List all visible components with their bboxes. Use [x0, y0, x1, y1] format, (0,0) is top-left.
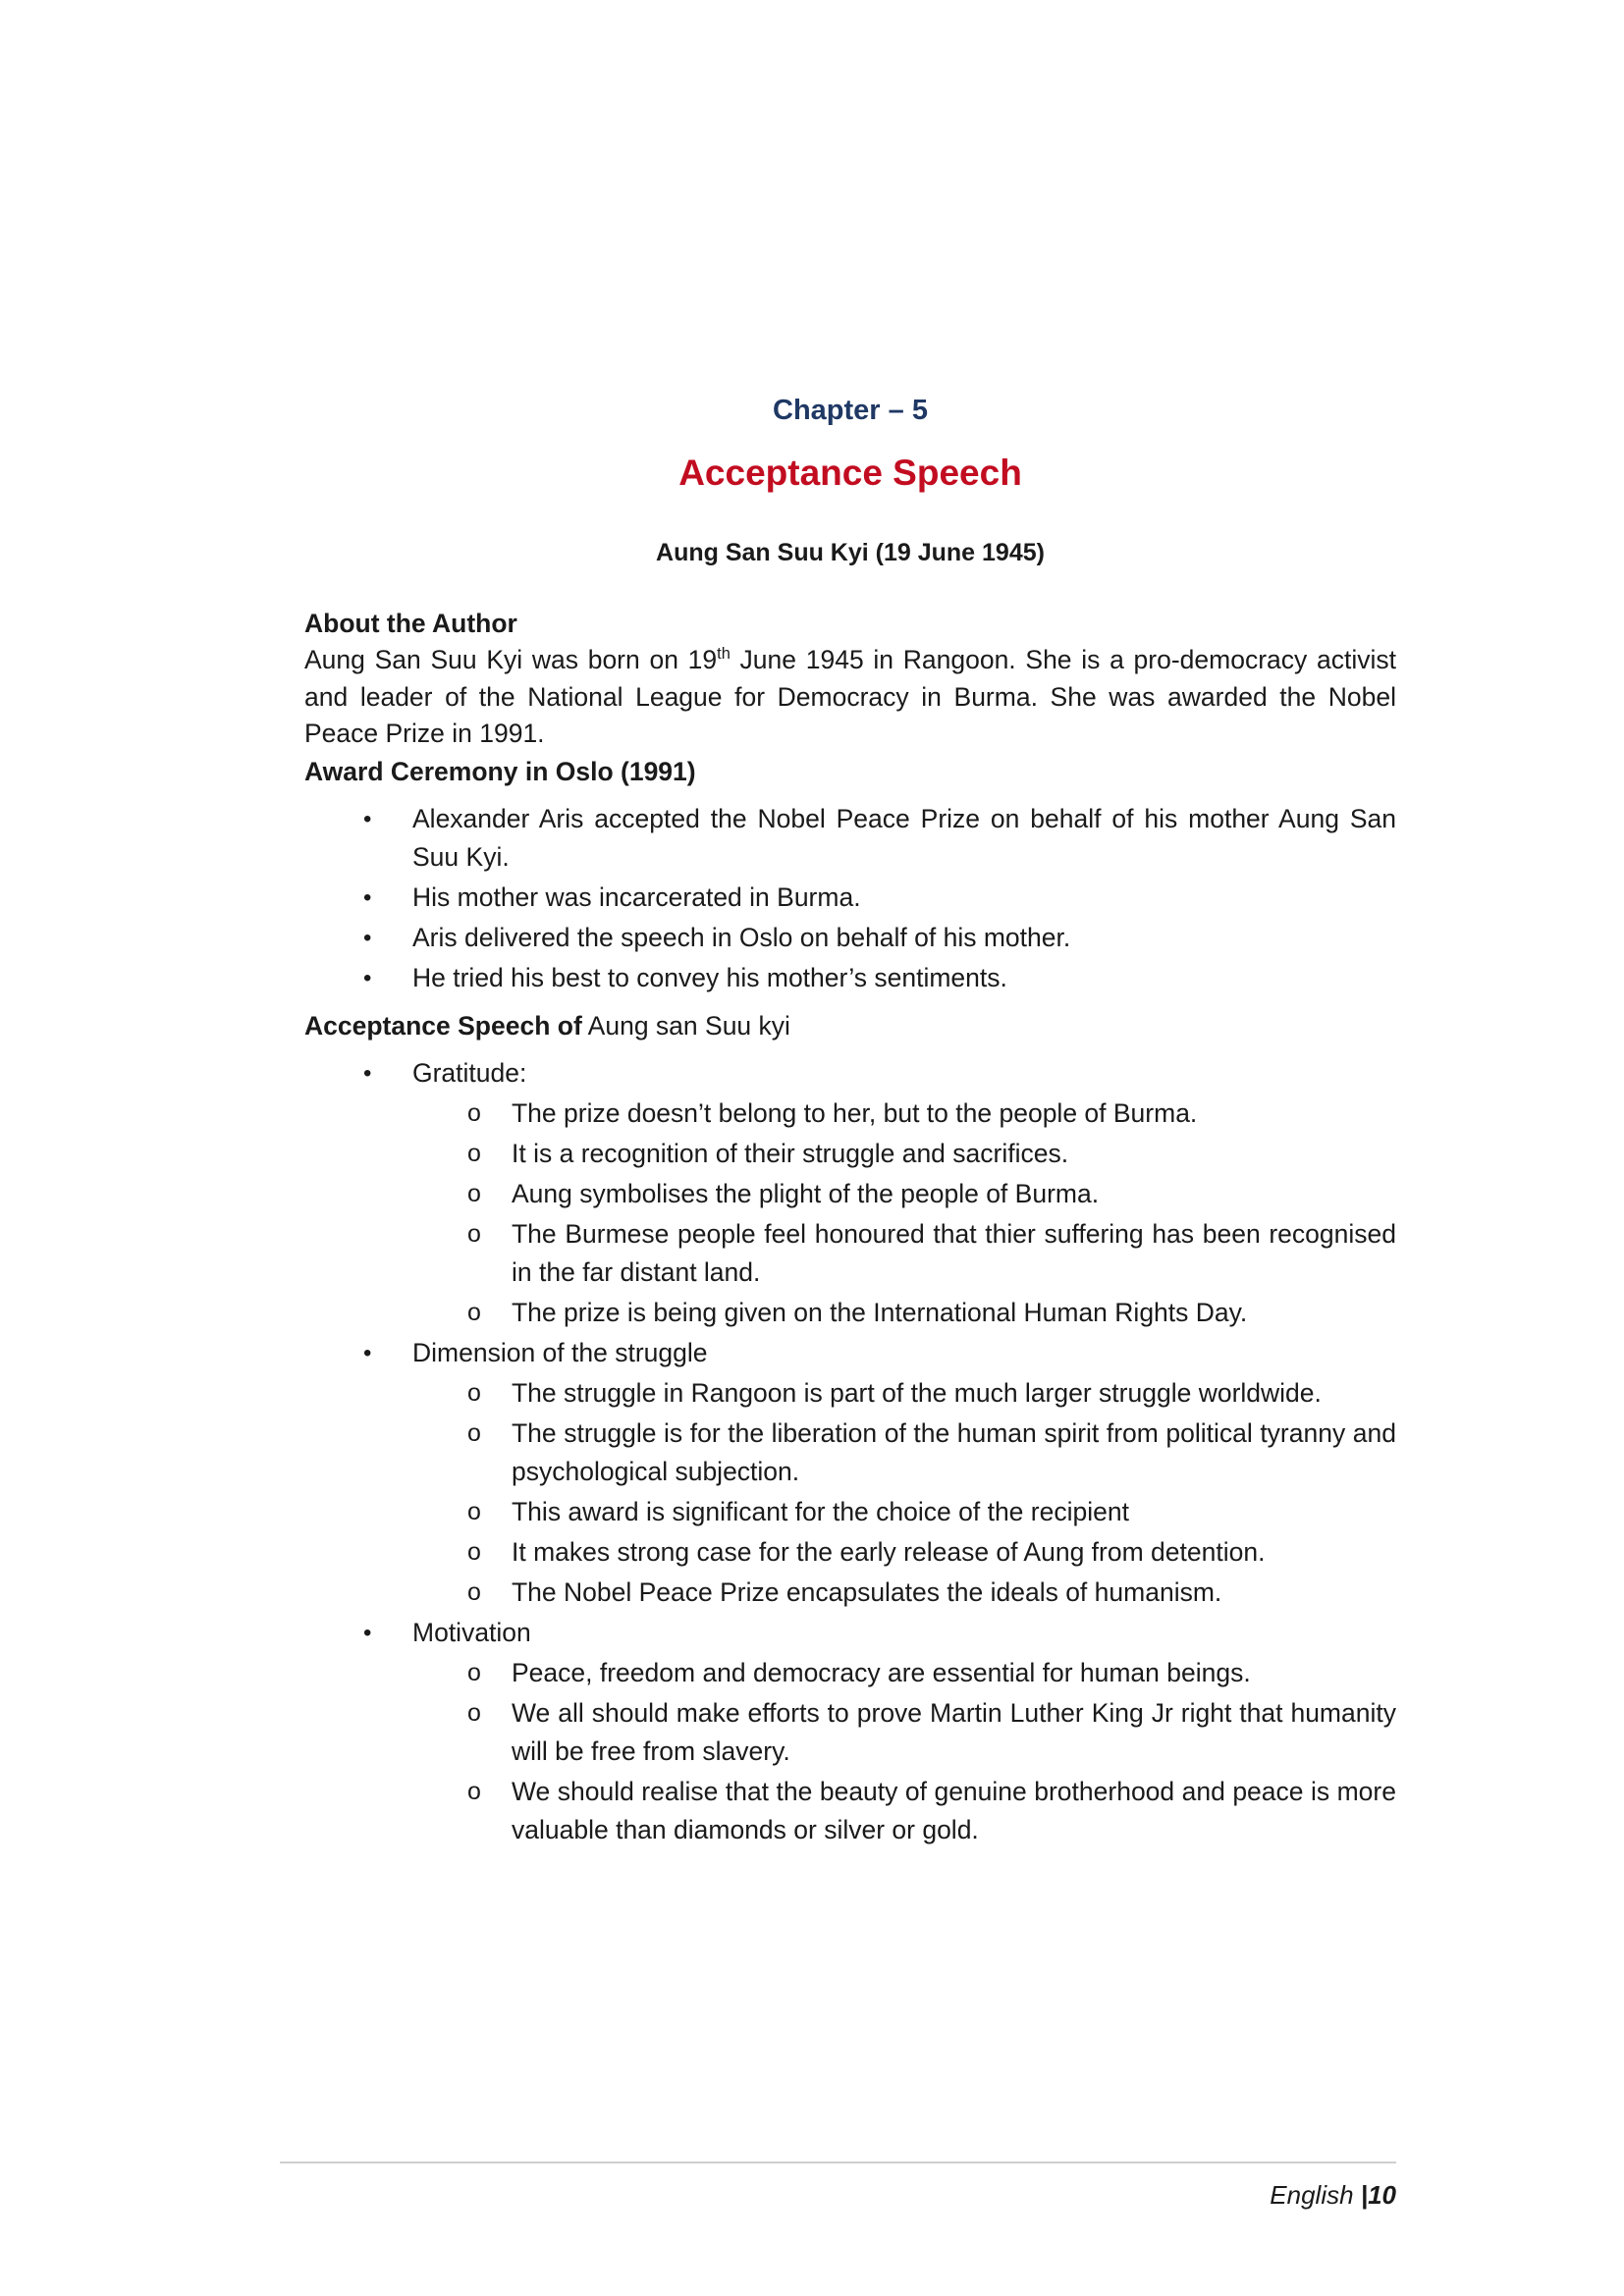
sub-item-text: It is a recognition of their struggle and sacrifices. — [512, 1138, 1069, 1168]
sub-item-text: This award is significant for the choice of the recipient — [512, 1496, 1129, 1526]
sub-item-text: The prize doesn’t belong to her, but to the people of Burma. — [512, 1097, 1198, 1128]
sub-list-item — [304, 1294, 1396, 1332]
list-item — [304, 800, 1396, 877]
sub-item-text: The Nobel Peace Prize encapsulates the ideals of humanism. — [512, 1576, 1222, 1607]
sub-item-text: The Burmese people feel honoured that thier suffering has been recognised in the far distant land. — [512, 1218, 1396, 1287]
chapter-heading: Chapter – 5 — [773, 395, 928, 426]
heading-bold-part: Acceptance Speech of — [304, 1010, 582, 1041]
circle-bullet-icon: o — [467, 1658, 481, 1686]
sub-list-item — [304, 1773, 1396, 1849]
bullet-icon: • — [363, 1339, 372, 1366]
topic-item-motivation — [304, 1614, 1396, 1652]
circle-bullet-icon: o — [467, 1537, 481, 1566]
sub-list-item — [304, 1493, 1396, 1531]
list-item — [304, 959, 1396, 997]
circle-bullet-icon: o — [467, 1777, 481, 1805]
circle-bullet-icon: o — [467, 1179, 481, 1207]
list-item-text: He tried his best to convey his mother’s sentiments. — [412, 962, 1007, 992]
award-ceremony-list — [304, 800, 1396, 997]
topic-label: Motivation — [412, 1617, 531, 1647]
sub-item-text: Aung symbolises the plight of the people of Burma. — [512, 1178, 1100, 1208]
sub-item-text: The prize is being given on the International Human Rights Day. — [512, 1297, 1248, 1327]
sub-list-item — [304, 1175, 1396, 1213]
about-text-start: Aung San Suu Kyi was born on 19 — [304, 645, 718, 674]
topic-item-gratitude — [304, 1054, 1396, 1093]
circle-bullet-icon: o — [467, 1098, 481, 1127]
bullet-icon: • — [363, 964, 372, 991]
sub-list-item — [304, 1374, 1396, 1413]
sub-list-item — [304, 1694, 1396, 1771]
circle-bullet-icon: o — [467, 1219, 481, 1248]
ordinal-superscript: th — [717, 645, 731, 664]
circle-bullet-icon: o — [467, 1298, 481, 1326]
circle-bullet-icon: o — [467, 1418, 481, 1447]
sub-item-text: It makes strong case for the early release of Aung from detention. — [512, 1536, 1266, 1567]
sub-list-item — [304, 1215, 1396, 1292]
heading-regular-part: Aung san Suu kyi — [581, 1010, 790, 1041]
sub-list-item — [304, 1654, 1396, 1692]
list-item — [304, 879, 1396, 917]
sub-item-text: The struggle is for the liberation of the human spirit from political tyranny and psychological subjection. — [512, 1417, 1396, 1486]
topic-label: Gratitude: — [412, 1057, 527, 1088]
list-item-text: His mother was incarcerated in Burma. — [412, 881, 861, 912]
circle-bullet-icon: o — [467, 1378, 481, 1407]
about-author-heading: About the Author — [304, 609, 517, 638]
sub-item-text: We all should make efforts to prove Martin Luther King Jr right that humanity will be free from slavery. — [512, 1697, 1396, 1766]
circle-bullet-icon: o — [467, 1497, 481, 1525]
page-footer — [280, 2177, 1396, 2213]
bullet-icon: • — [363, 924, 372, 951]
sub-list-item — [304, 1095, 1396, 1133]
bullet-icon: • — [363, 883, 372, 911]
sub-item-text: Peace, freedom and democracy are essential for human beings. — [512, 1657, 1251, 1687]
sub-list-item — [304, 1415, 1396, 1491]
author-byline: Aung San Suu Kyi (19 June 1945) — [656, 539, 1045, 566]
circle-bullet-icon: o — [467, 1577, 481, 1606]
circle-bullet-icon: o — [467, 1698, 481, 1727]
acceptance-speech-outline — [304, 1054, 1396, 1849]
award-ceremony-heading: Award Ceremony in Oslo (1991) — [304, 756, 696, 786]
topic-label: Dimension of the struggle — [412, 1337, 708, 1367]
acceptance-speech-heading — [304, 1007, 1396, 1044]
sub-item-text: The struggle in Rangoon is part of the much larger struggle worldwide. — [512, 1377, 1322, 1408]
sub-list-item — [304, 1135, 1396, 1173]
footer-divider — [280, 2162, 1396, 2163]
bullet-icon: • — [363, 805, 372, 832]
bullet-icon: • — [363, 1059, 372, 1087]
document-page — [304, 0, 1396, 1857]
circle-bullet-icon: o — [467, 1139, 481, 1167]
footer-page-number: |10 — [1360, 2180, 1396, 2210]
topic-item-dimension — [304, 1334, 1396, 1372]
sub-item-text: We should realise that the beauty of genuine brotherhood and peace is more valuable than diamonds or silver or gold. — [512, 1776, 1396, 1844]
sub-list-item — [304, 1574, 1396, 1612]
about-text-end: June 1945 in Rangoon. She is a pro-democracy activist and leader of the National League for Democracy in Burma. She was awarded the Nobel Peace Prize in 1991. — [304, 645, 1396, 748]
list-item — [304, 919, 1396, 957]
bullet-icon: • — [363, 1619, 372, 1646]
footer-subject: English — [1270, 2180, 1361, 2210]
list-item-text: Aris delivered the speech in Oslo on behalf of his mother. — [412, 922, 1071, 952]
about-author-paragraph — [304, 642, 1396, 753]
sub-list-item — [304, 1533, 1396, 1572]
page-title: Acceptance Speech — [678, 453, 1022, 493]
list-item-text: Alexander Aris accepted the Nobel Peace Prize on behalf of his mother Aung San Suu Kyi. — [412, 803, 1396, 872]
